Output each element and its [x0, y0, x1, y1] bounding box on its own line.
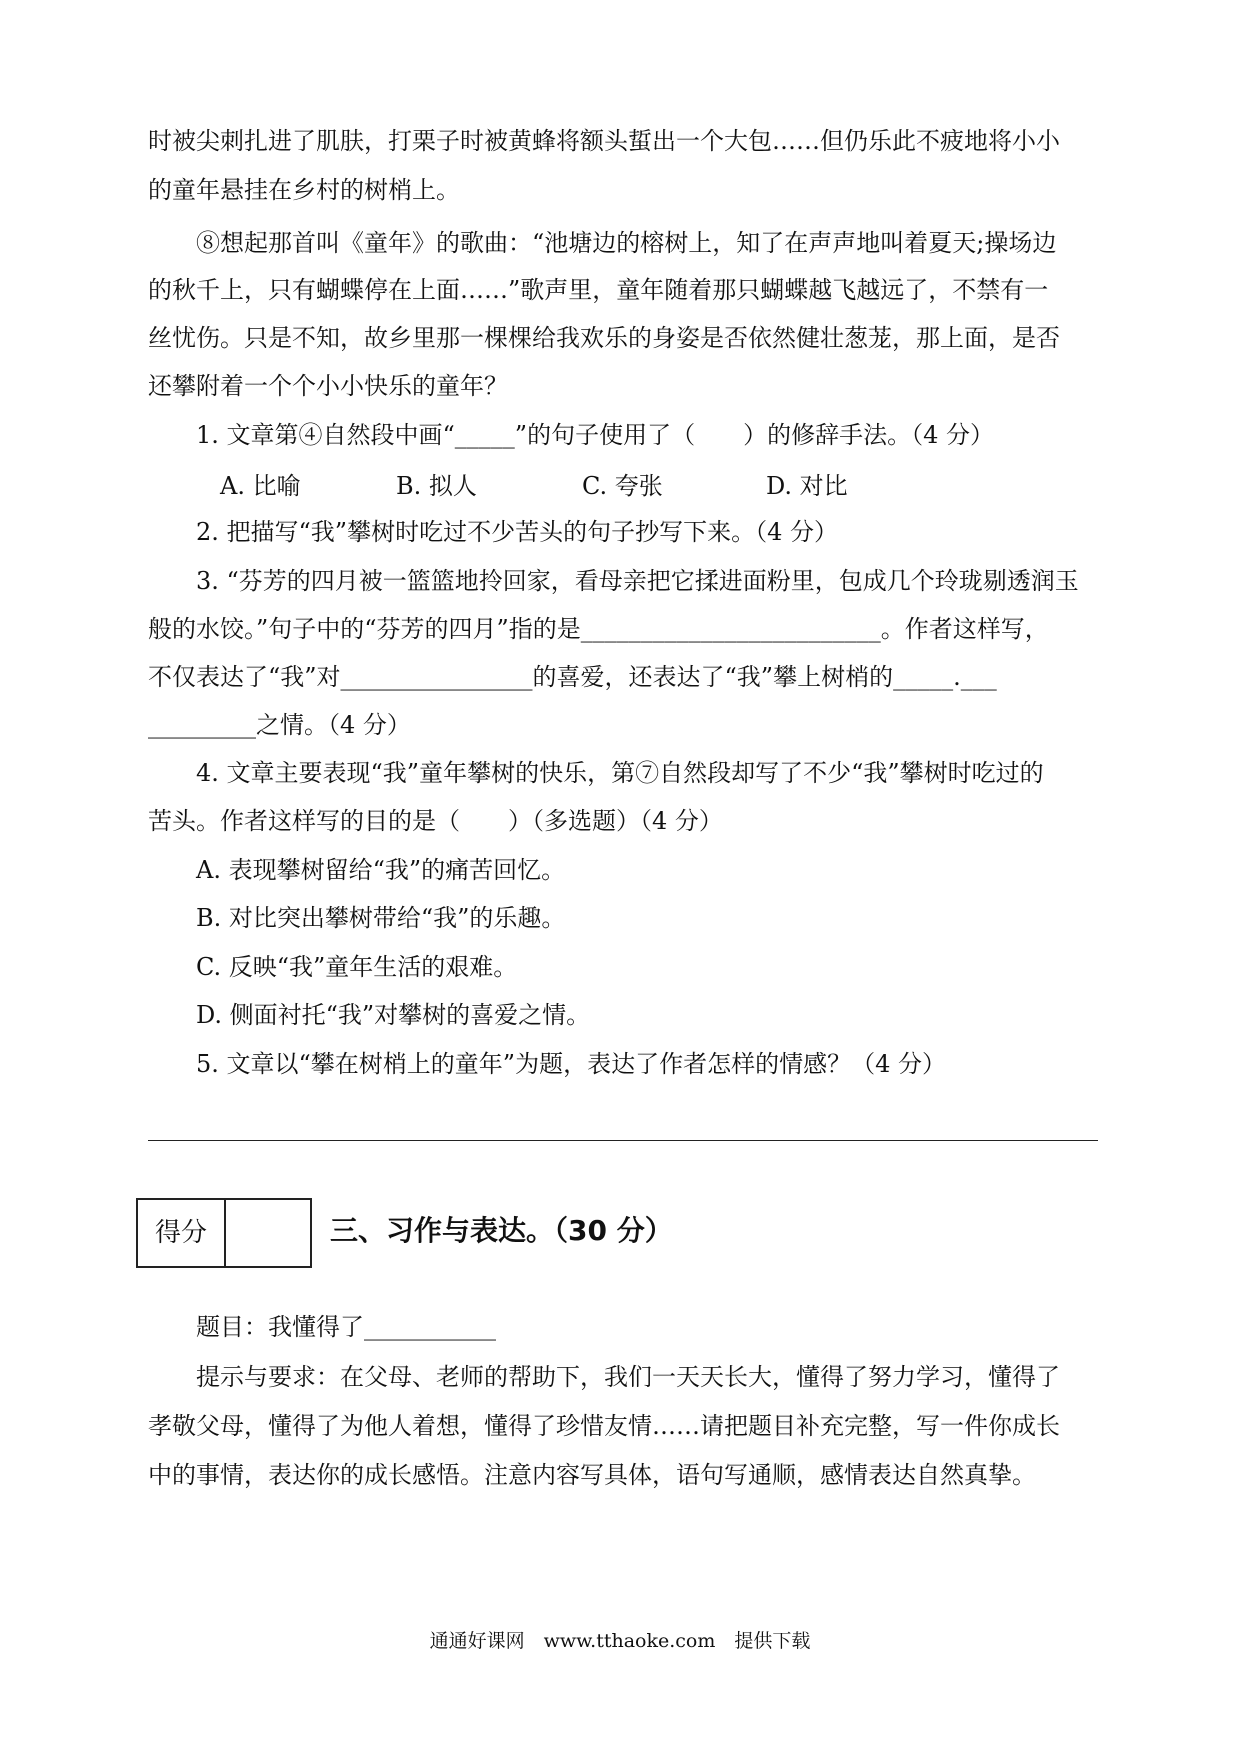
footer-watermark: 通通好课网 www.tthaoke.com 提供下载	[429, 1630, 811, 1652]
question-4-line: 苦头。作者这样写的目的是（ ）（多选题）（4 分）	[148, 807, 723, 835]
composition-line: 孝敬父母，懂得了为他人着想，懂得了珍惜友情……请把题目补充完整，写一件你成长	[148, 1412, 1060, 1440]
score-label: 得分	[138, 1200, 226, 1266]
passage-line: 丝忧伤。只是不知，故乡里那一棵棵给我欢乐的身姿是否依然健壮葱茏，那上面，是否	[148, 324, 1060, 352]
question-4-option-c: C. 反映“我”童年生活的艰难。	[196, 953, 518, 981]
question-3-line: 不仅表达了“我”对________________的喜爱，还表达了“我”攀上树梢的_____.___	[148, 663, 997, 691]
question-3-line: 般的水饺。”句子中的“芬芳的四月”指的是_________________________。作者这样写，	[148, 615, 1049, 643]
option-d: D. 对比	[766, 472, 848, 500]
question-5: 5. 文章以“攀在树梢上的童年”为题，表达了作者怎样的情感？（4 分）	[196, 1050, 946, 1078]
section-title: 三、习作与表达。（30 分）	[330, 1214, 673, 1247]
passage-line: 的秋千上，只有蝴蝶停在上面……”歌声里，童年随着那只蝴蝶越飞越远了，不禁有一	[148, 276, 1049, 304]
question-4-option-d: D. 侧面衬托“我”对攀树的喜爱之情。	[196, 1001, 591, 1029]
option-b: B. 拟人	[396, 472, 477, 500]
passage-paragraph-8: ⑧想起那首叫《童年》的歌曲：“池塘边的榕树上，知了在声声地叫着夏天;操场边	[196, 229, 1057, 257]
option-a: A. 比喻	[220, 472, 301, 500]
composition-requirement: 提示与要求：在父母、老师的帮助下，我们一天天长大，懂得了努力学习，懂得了	[196, 1363, 1060, 1391]
score-box	[136, 1198, 312, 1268]
composition-topic: 题目：我懂得了___________	[196, 1313, 496, 1341]
question-2: 2. 把描写“我”攀树时吃过不少苦头的句子抄写下来。（4 分）	[196, 518, 838, 546]
question-3-line: _________之情。（4 分）	[148, 711, 411, 739]
question-4-option-a: A. 表现攀树留给“我”的痛苦回忆。	[196, 856, 566, 884]
question-1-options	[220, 471, 1020, 501]
question-4: 4. 文章主要表现“我”童年攀树的快乐，第⑦自然段却写了不少“我”攀树时吃过的	[196, 759, 1044, 787]
composition-line: 中的事情，表达你的成长感悟。注意内容写具体，语句写通顺，感情表达自然真挚。	[148, 1461, 1036, 1489]
passage-line: 还攀附着一个个小小快乐的童年？	[148, 372, 508, 400]
question-4-option-b: B. 对比突出攀树带给“我”的乐趣。	[196, 904, 566, 932]
answer-line	[148, 1140, 1098, 1141]
option-c: C. 夸张	[582, 472, 663, 500]
question-1: 1. 文章第④自然段中画“_____”的句子使用了（ ）的修辞手法。（4 分）	[196, 421, 994, 449]
passage-line: 时被尖刺扎进了肌肤，打栗子时被黄蜂将额头蜇出一个大包……但仍乐此不疲地将小小	[148, 127, 1060, 155]
score-blank	[226, 1200, 310, 1266]
passage-line: 的童年悬挂在乡村的树梢上。	[148, 176, 460, 204]
question-3: 3. “芬芳的四月被一篮篮地拎回家，看母亲把它揉进面粉里，包成几个玲珑剔透润玉	[196, 567, 1079, 595]
